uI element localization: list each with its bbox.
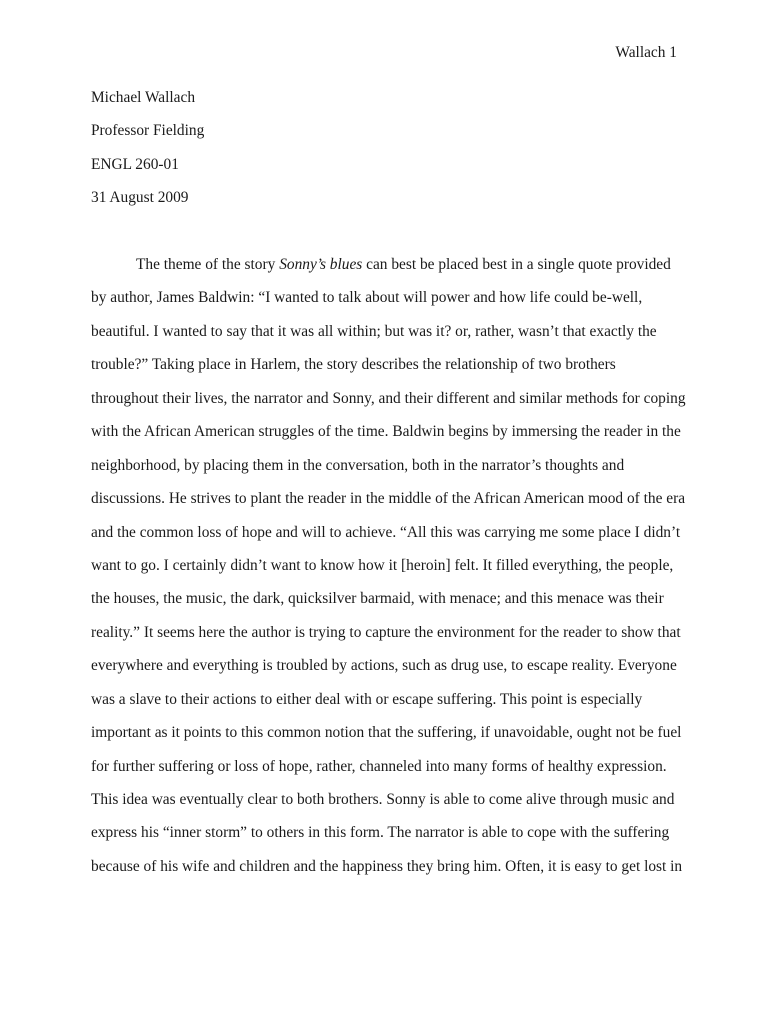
professor-name: Professor Fielding xyxy=(91,122,205,140)
body-line: the houses, the music, the dark, quicksilver barmaid, with menace; and this menace was their xyxy=(91,590,664,608)
body-line: This idea was eventually clear to both brothers. Sonny is able to come alive through music and xyxy=(91,791,675,808)
body-line: beautiful. I wanted to say that it was all within; but was it? or, rather, wasn’t that exactly the xyxy=(91,322,657,340)
running-head: Wallach 1 xyxy=(615,44,677,61)
body-line: was a slave to their actions to either deal with or escape suffering. This point is especially xyxy=(91,690,643,708)
body-line: for further suffering or loss of hope, rather, channeled into many forms of healthy expression. xyxy=(91,757,667,775)
body-line: want to go. I certainly didn’t want to know how it [heroin] felt. It filled everything, the people, xyxy=(91,556,674,574)
body-line: important as it points to this common notion that the suffering, if unavoidable, ought not be fuel xyxy=(91,724,682,742)
body-line: trouble?” Taking place in Harlem, the story describes the relationship of two brothers xyxy=(91,356,616,374)
body-line: reality.” It seems here the author is trying to capture the environment for the reader to show that xyxy=(91,623,681,641)
body-line: neighborhood, by placing them in the conversation, both in the narrator’s thoughts and xyxy=(91,456,625,474)
course-code: ENGL 260-01 xyxy=(91,155,179,173)
body-line: everywhere and everything is troubled by actions, such as drug use, to escape reality. Everyone xyxy=(91,657,677,675)
body-line: discussions. He strives to plant the reader in the middle of the African American mood of the era xyxy=(91,490,686,508)
body-line: by author, James Baldwin: “I wanted to talk about will power and how life could be-well, xyxy=(91,289,643,307)
body-line: and the common loss of hope and will to achieve. “All this was carrying me some place I didn’t xyxy=(91,523,681,541)
date-line: 31 August 2009 xyxy=(91,189,189,207)
body-line: express his “inner storm” to others in this form. The narrator is able to cope with the suffering xyxy=(91,824,670,842)
body-line: with the African American struggles of the time. Baldwin begins by immersing the reader in the xyxy=(91,423,681,441)
story-title: Sonny’s blues xyxy=(279,256,363,273)
paragraph-first-line xyxy=(91,255,686,288)
essay-body xyxy=(91,255,686,890)
author-name: Michael Wallach xyxy=(91,89,196,106)
mla-heading xyxy=(91,88,204,222)
body-line: because of his wife and children and the happiness they bring him. Often, it is easy to get lost in xyxy=(91,857,683,875)
body-line: throughout their lives, the narrator and Sonny, and their different and similar methods for coping xyxy=(91,389,686,407)
first-line-start: The theme of the story xyxy=(136,256,280,273)
first-line-end: can best be placed best in a single quote provided xyxy=(362,256,671,273)
